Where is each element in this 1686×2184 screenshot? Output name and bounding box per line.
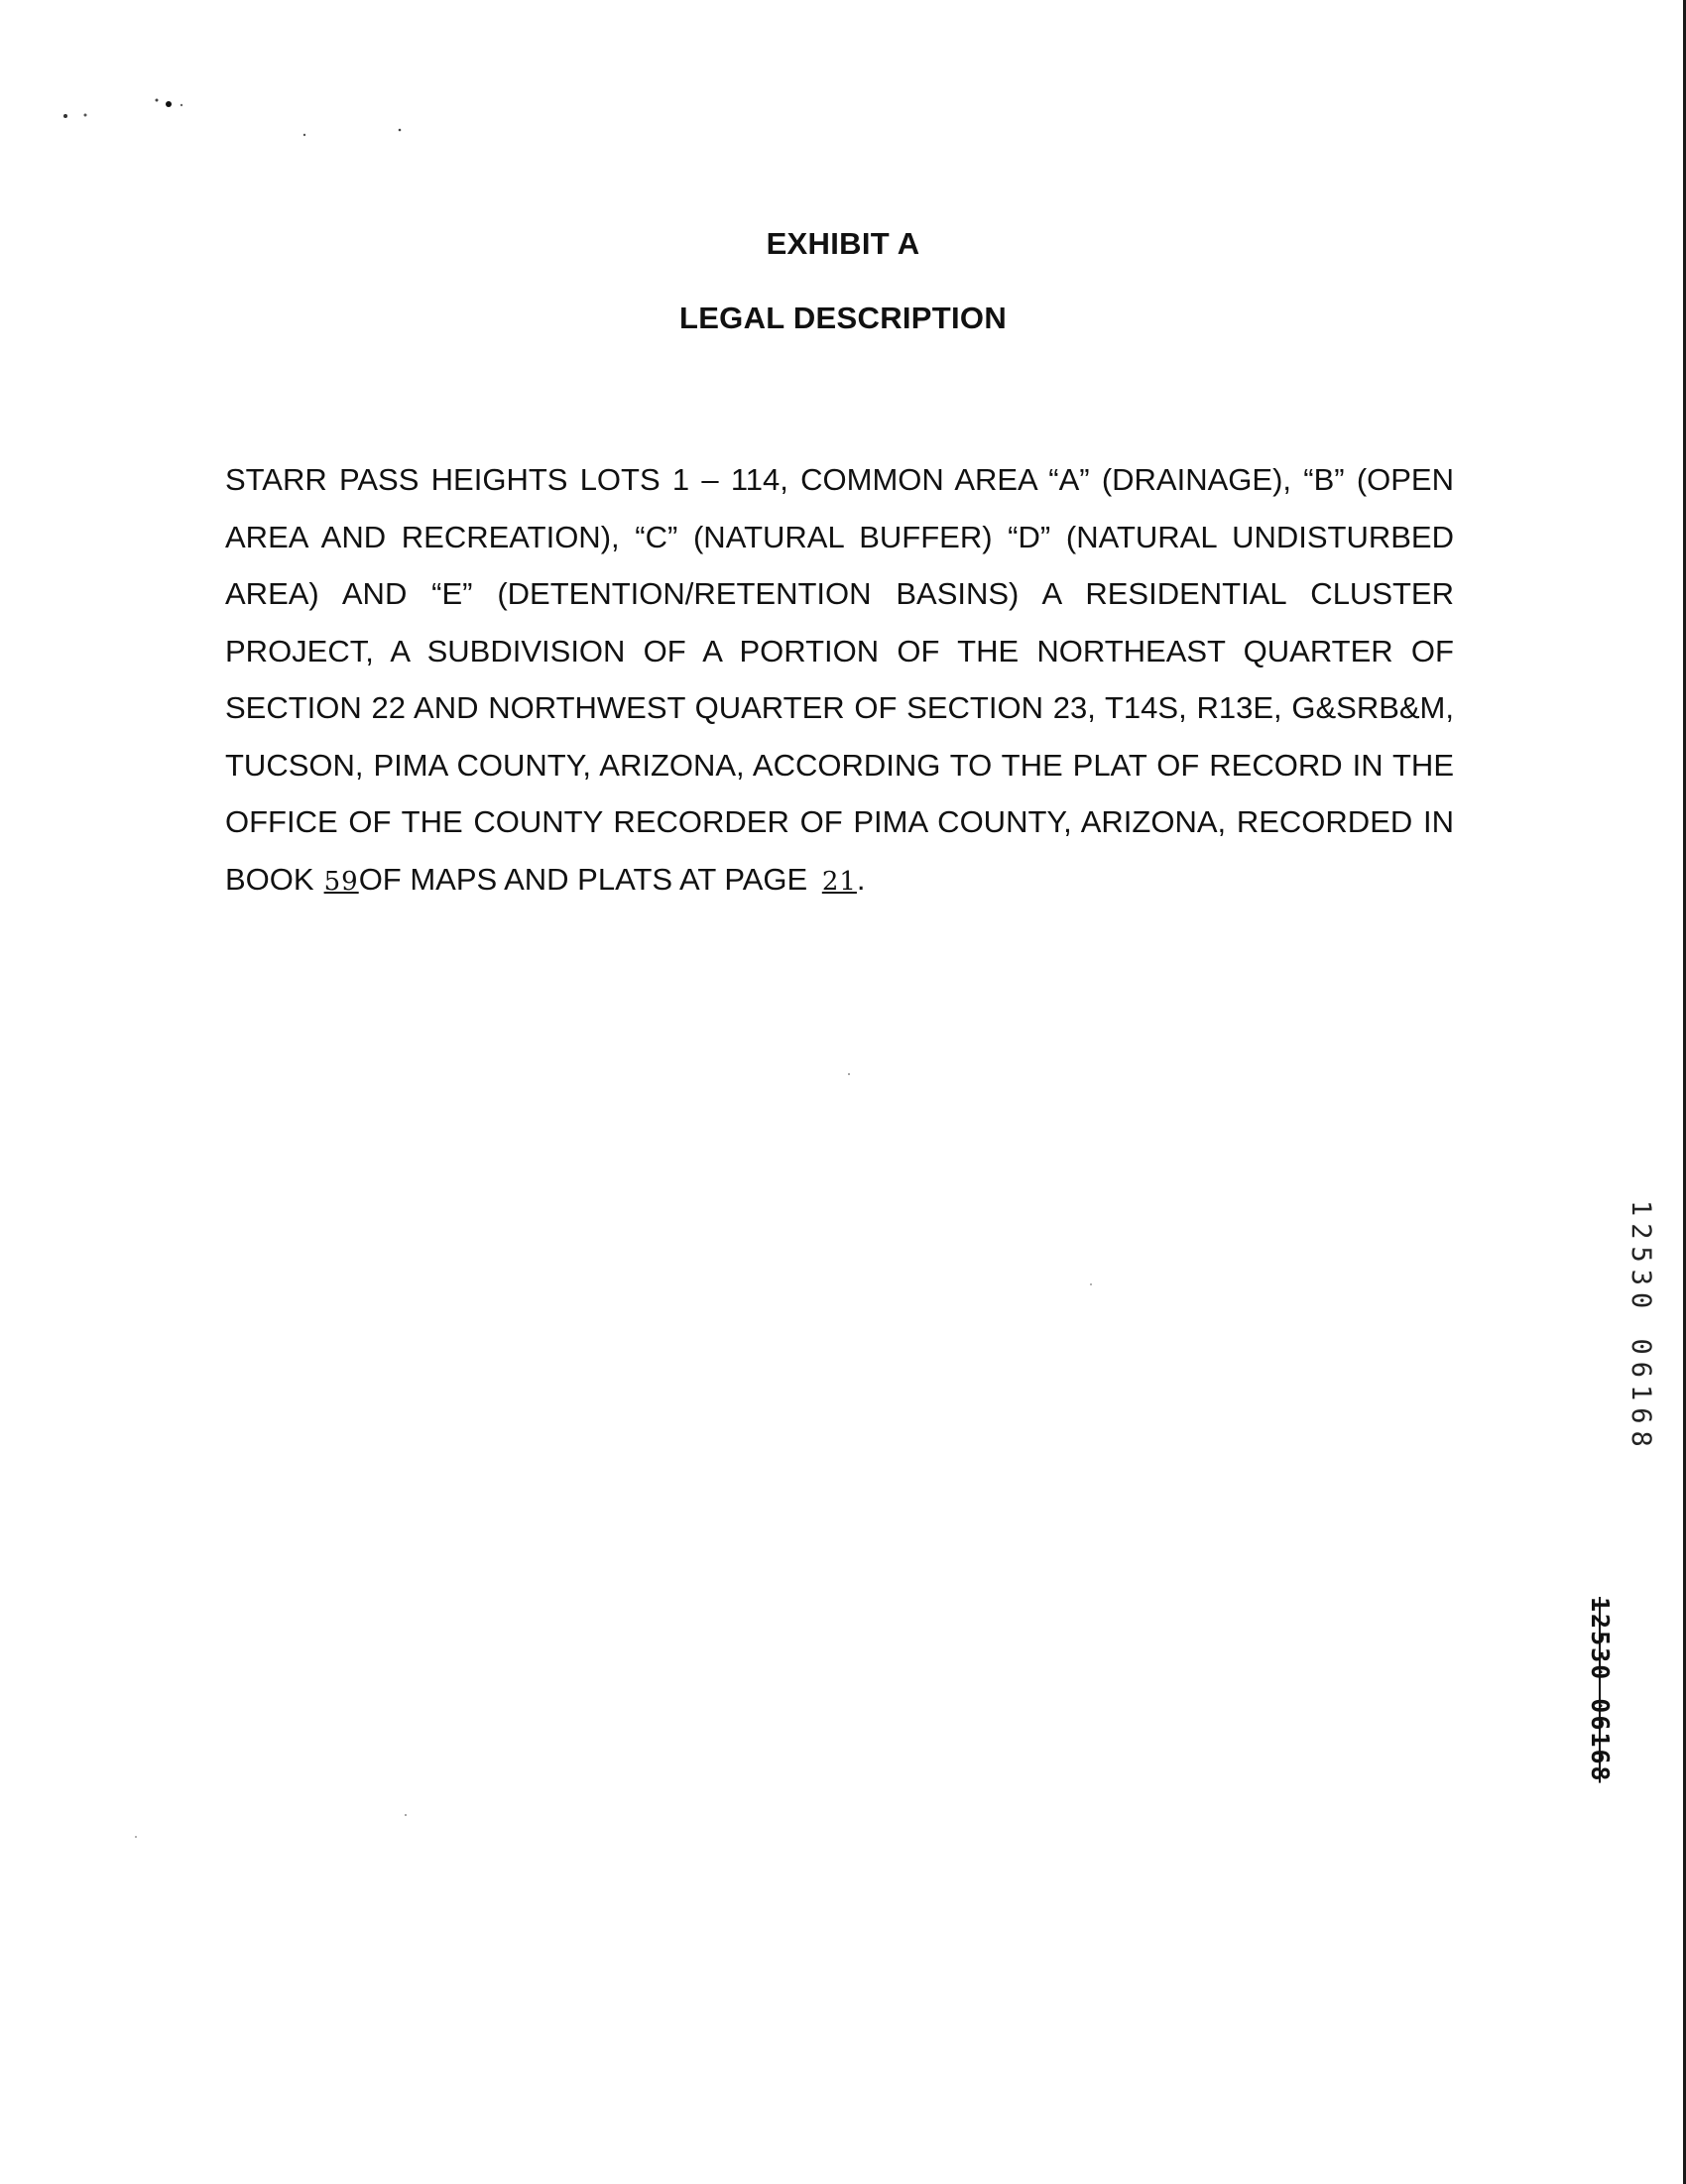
recording-number: 12530 06168	[1626, 1200, 1656, 1454]
recording-number-margin	[1626, 1200, 1656, 1468]
ending-period: .	[856, 861, 866, 897]
exhibit-title: EXHIBIT A	[766, 226, 920, 261]
legal-description-heading: LEGAL DESCRIPTION	[678, 301, 1008, 335]
recording-stamp-margin	[1587, 1597, 1626, 1894]
page-number-field: 21	[821, 866, 857, 897]
recording-stamp: 12530 06168	[1586, 1597, 1615, 1783]
paragraph-main-text: STARR PASS HEIGHTS LOTS 1 – 114, COMMON AREA “A” (DRAINAGE), “B” (OPEN AREA AND RECREATION), “C” (NATURAL BUFFER) “D” (NATURAL UNDISTURBED AREA) AND “E” (DETENTION/RETENTION BASINS) A RESIDENTIAL CLUSTER PROJECT, A SUBDIVISION OF A PORTION OF THE NORTHEAST QUARTER OF SECTION 22 AND NORTHWEST QUARTER OF SECTION 23, T14S, R13E, G&SRB&M, TUCSON, PIMA COUNTY, ARIZONA, ACCORDING TO THE PLAT OF RECORD IN THE OFFICE OF THE COUNTY RECORDER OF PIMA COUNTY, ARIZONA, RECORDED IN BOOK	[225, 462, 1454, 897]
legal-description-paragraph	[225, 451, 1454, 910]
book-number-field: 59	[323, 866, 359, 897]
paragraph-continuation-text: OF MAPS AND PLATS AT PAGE	[358, 861, 808, 897]
